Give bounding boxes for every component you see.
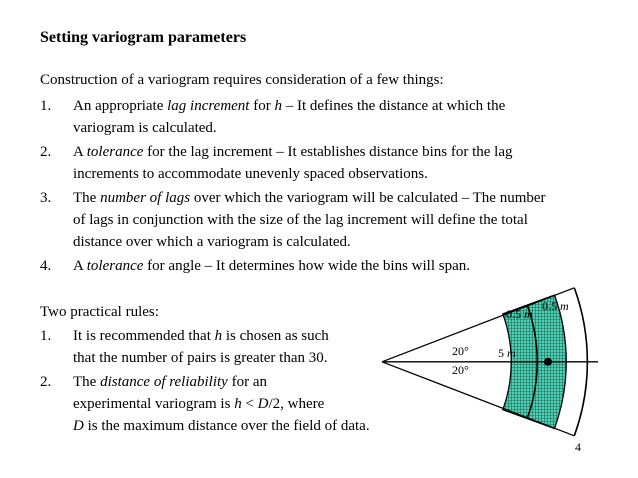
tolerance-inner-label: 0.5 m [506,307,533,321]
rule-2-number: 2. [40,374,52,390]
rule-2-line-1: The distance of reliability for an [73,374,267,390]
item-1-line-1: An appropriate lag increment for h – It defines the distance at which the [73,98,506,114]
item-3-line-3: distance over which a variogram is calculated. [73,234,351,250]
item-3-number: 3. [40,190,52,206]
item-3-line-2: of lags in conjunction with the size of the lag increment will define the total [73,212,528,228]
rule-1-line-2: that the number of pairs is greater than 30. [73,350,328,366]
item-1-number: 1. [40,98,52,114]
rules-heading: Two practical rules: [40,304,159,320]
item-4-line-1: A tolerance for angle – It determines how wide the bins will span. [73,258,471,274]
lag-point [544,358,552,366]
item-2-line-2: increments to accommodate unevenly spaced observations. [73,166,428,182]
angle-upper-label: 20° [452,344,469,358]
rule-1-line-1: It is recommended that h is chosen as such [73,328,329,344]
rule-2-line-3: D is the maximum distance over the field of data. [73,418,370,434]
angle-lower-label: 20° [452,363,469,377]
intro-text: Construction of a variogram requires consideration of a few things: [40,72,444,88]
item-2-line-1: A tolerance for the lag increment – It establishes distance bins for the lag [73,144,513,160]
item-1-line-2: variogram is calculated. [73,120,217,136]
slide-title: Setting variogram parameters [40,29,247,46]
rule-2-line-2: experimental variogram is h < D/2, where [73,396,325,412]
lag-length-label: 5 m [498,346,516,360]
rule-1-number: 1. [40,328,52,344]
tolerance-outer-label: 0.5 m [542,299,569,313]
item-3-line-1: The number of lags over which the variogram will be calculated – The number [73,190,546,206]
item-4-number: 4. [40,258,52,274]
item-2-number: 2. [40,144,52,160]
page-number: 4 [575,440,581,454]
